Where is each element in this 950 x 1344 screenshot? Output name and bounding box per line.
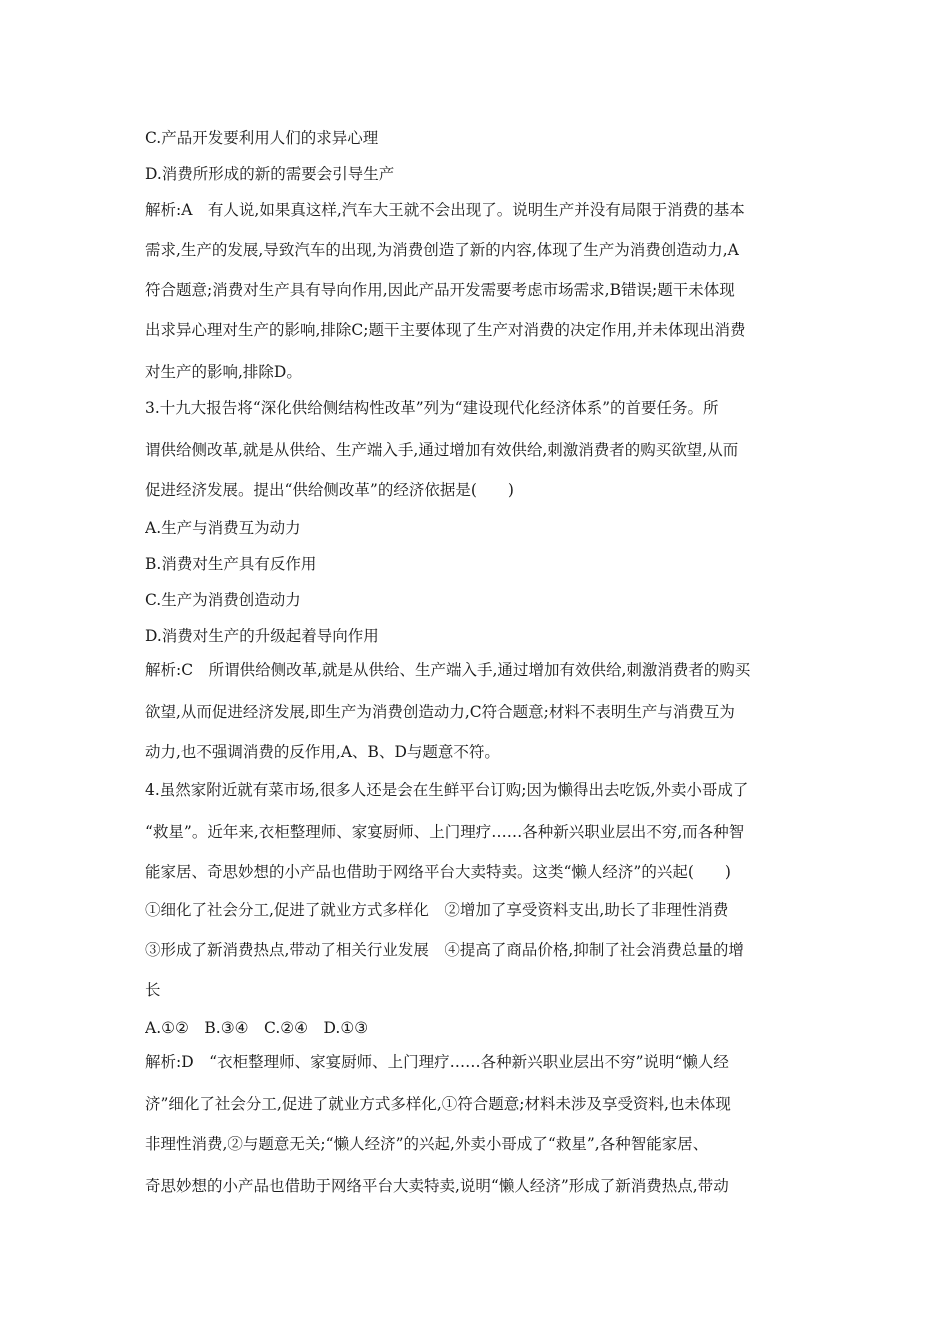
text-line-question-4: “救星”。近年来,衣柜整理师、家宴厨师、上门理疗……各种新兴职业层出不穷,而各种智 [145,823,745,841]
text-line-option-d: D.消费对生产的升级起着导向作用 [145,627,379,645]
text-line-analysis: 解析:D “衣柜整理师、家宴厨师、上门理疗……各种新兴职业层出不穷”说明“懒人经 [145,1053,729,1071]
text-line-option-c: C.生产为消费创造动力 [145,591,301,609]
text-line-analysis: 动力,也不强调消费的反作用,A、B、D与题意不符。 [145,743,500,761]
text-line-question-3: 促进经济发展。提出“供给侧改革”的经济依据是( ) [145,481,514,499]
text-line-choices: A.①② B.③④ C.②④ D.①③ [145,1019,369,1037]
text-line-option-c: C.产品开发要利用人们的求异心理 [145,129,379,147]
text-line-analysis: 出求异心理对生产的影响,排除C;题干主要体现了生产对消费的决定作用,并未体现出消费 [145,321,746,339]
text-line-question-4: 能家居、奇思妙想的小产品也借助于网络平台大卖特卖。这类“懒人经济”的兴起( ) [145,863,731,881]
text-line-analysis: 符合题意;消费对生产具有导向作用,因此产品开发需要考虑市场需求,B错误;题干未体现 [145,281,735,299]
text-line-statements: 长 [145,981,161,999]
text-line-statements: ③形成了新消费热点,带动了相关行业发展 ④提高了商品价格,抑制了社会消费总量的增 [145,941,744,959]
text-line-analysis: 需求,生产的发展,导致汽车的出现,为消费创造了新的内容,体现了生产为消费创造动力,A [145,241,739,259]
text-line-analysis: 解析:A 有人说,如果真这样,汽车大王就不会出现了。说明生产并没有局限于消费的基本 [145,201,745,219]
text-line-option-a: A.生产与消费互为动力 [145,519,301,537]
text-line-analysis: 济”细化了社会分工,促进了就业方式多样化,①符合题意;材料未涉及享受资料,也未体现 [145,1095,731,1113]
text-line-analysis: 欲望,从而促进经济发展,即生产为消费创造动力,C符合题意;材料不表明生产与消费互为 [145,703,735,721]
text-line-analysis: 非理性消费,②与题意无关;“懒人经济”的兴起,外卖小哥成了“救星”,各种智能家居、 [145,1135,709,1153]
text-line-option-d: D.消费所形成的新的需要会引导生产 [145,165,395,183]
text-line-question-3: 3.十九大报告将“深化供给侧结构性改革”列为“建设现代化经济体系”的首要任务。所 [145,399,719,417]
text-line-analysis: 奇思妙想的小产品也借助于网络平台大卖特卖,说明“懒人经济”形成了新消费热点,带动 [145,1177,729,1195]
text-line-option-b: B.消费对生产具有反作用 [145,555,317,573]
text-line-analysis: 对生产的影响,排除D。 [145,363,302,381]
text-line-question-3: 谓供给侧改革,就是从供给、生产端入手,通过增加有效供给,刺激消费者的购买欲望,从而 [145,441,739,459]
text-line-analysis: 解析:C 所谓供给侧改革,就是从供给、生产端入手,通过增加有效供给,刺激消费者的购买 [145,661,751,679]
text-line-question-4: 4.虽然家附近就有菜市场,很多人还是会在生鲜平台订购;因为懒得出去吃饭,外卖小哥成了 [145,781,749,799]
text-line-statements: ①细化了社会分工,促进了就业方式多样化 ②增加了享受资料支出,助长了非理性消费 [145,901,729,919]
